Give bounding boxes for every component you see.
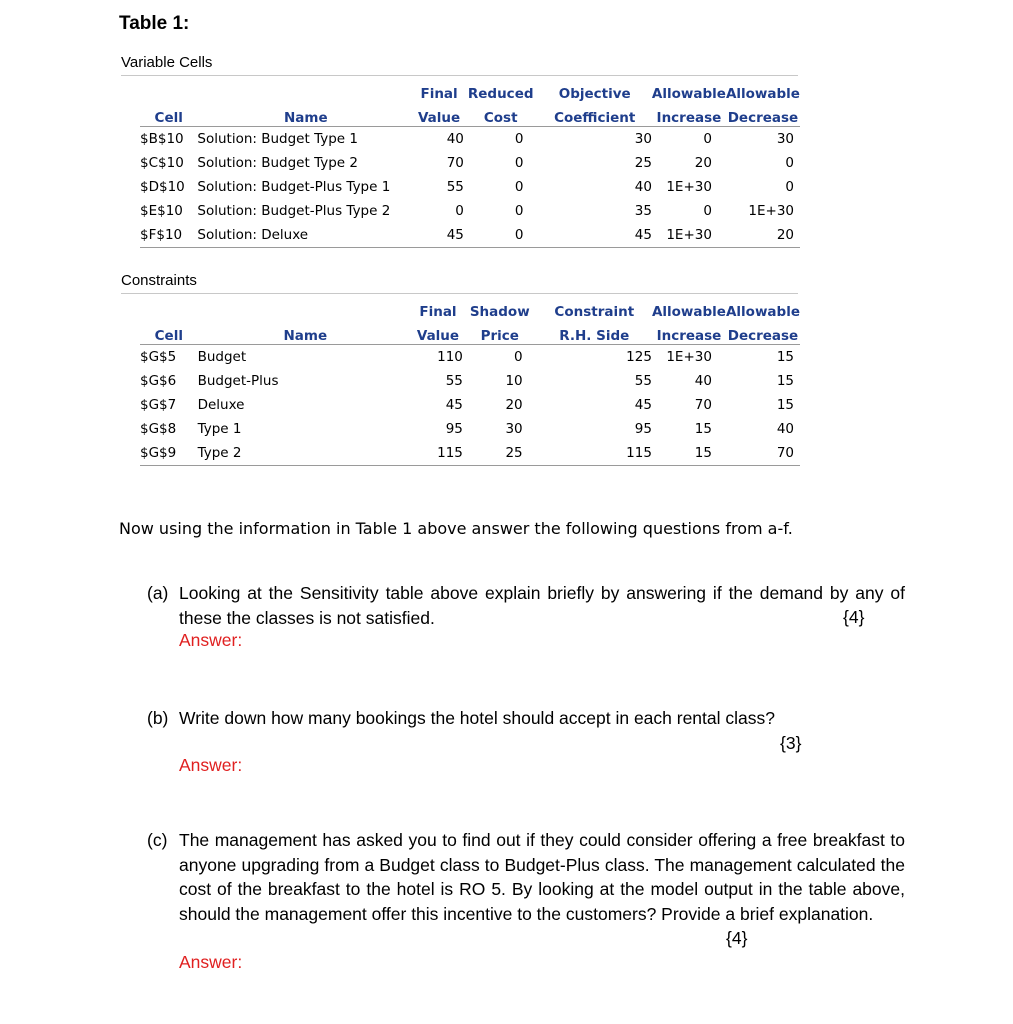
allowable-decrease: 15	[776, 373, 794, 389]
objective-coefficient: 45	[538, 223, 652, 248]
cell-name: Solution: Deluxe	[197, 223, 414, 248]
allowable-decrease: 70	[726, 441, 800, 466]
final-value: 0	[455, 203, 464, 219]
cell-name: Deluxe	[197, 397, 245, 413]
answer-label: Answer:	[179, 755, 243, 775]
c-header-value: Value	[413, 320, 463, 345]
table-row	[140, 127, 800, 152]
variable-cells-label: Variable Cells	[121, 54, 213, 71]
vc-header-name: Name	[197, 102, 414, 127]
final-value: 115	[413, 441, 463, 466]
c-header-top: Allowable	[651, 304, 726, 320]
shadow-price: 20	[505, 397, 523, 413]
cell-ref: $D$10	[140, 179, 185, 195]
vc-header-cell: Cell	[140, 102, 197, 127]
final-value: 45	[414, 223, 464, 248]
final-value: 95	[445, 421, 463, 437]
variable-cells-table	[140, 78, 800, 248]
table-row	[140, 393, 800, 417]
objective-coefficient: 35	[634, 203, 652, 219]
question-text: The management has asked you to find out if they could consider offering a free breakfast to anyone upgrading from a Budget class to Budget-Plus class. The management calculated the cost of the breakfast to the hotel is RO 5. By looking at the model output in the table above, should the management offer this incentive to the customers? Provide a brief explanation.	[179, 830, 905, 924]
vc-header-top	[140, 78, 197, 102]
vc-header-top: Final	[420, 86, 458, 102]
allowable-decrease: 15	[776, 349, 794, 365]
reduced-cost: 0	[464, 223, 538, 248]
allowable-decrease: 20	[726, 223, 800, 248]
allowable-decrease: 15	[776, 397, 794, 413]
table-row	[140, 151, 800, 175]
final-value: 70	[446, 155, 464, 171]
c-header-cell: Cell	[140, 320, 198, 345]
allowable-increase: 20	[694, 155, 712, 171]
allowable-increase: 0	[703, 131, 712, 147]
vc-header-top: Objective	[558, 86, 631, 102]
constraint-rhs: 45	[634, 397, 652, 413]
table-row	[140, 417, 800, 441]
allowable-increase: 1E+30	[652, 223, 726, 248]
cell-name: Budget	[197, 349, 247, 365]
question-label: (a)	[147, 583, 169, 603]
allowable-decrease: 1E+30	[748, 203, 794, 219]
vc-header-top: Allowable	[725, 86, 800, 102]
question-text: Write down how many bookings the hotel should accept in each rental class?	[179, 708, 775, 728]
c-header-top	[140, 296, 198, 320]
cell-name: Type 2	[198, 441, 413, 466]
c-header-top: Shadow	[469, 304, 530, 320]
question-a	[147, 581, 905, 630]
final-value: 55	[445, 373, 463, 389]
allowable-increase: 15	[652, 441, 726, 466]
vc-header-increase: Increase	[652, 102, 726, 127]
objective-coefficient: 25	[634, 155, 652, 171]
cell-name: Solution: Budget Type 1	[197, 131, 358, 147]
cell-ref: $G$7	[140, 397, 177, 413]
cell-ref: $G$5	[140, 349, 177, 365]
answer-label: Answer:	[179, 952, 243, 972]
final-value: 40	[446, 131, 464, 147]
final-value: 45	[445, 397, 463, 413]
reduced-cost: 0	[514, 203, 524, 219]
reduced-cost: 0	[514, 131, 524, 147]
c-header-top: Constraint	[554, 304, 635, 320]
table-row	[140, 199, 800, 223]
allowable-increase: 1E+30	[666, 179, 712, 195]
allowable-decrease: 0	[785, 155, 794, 171]
shadow-price: 10	[505, 373, 523, 389]
cell-name: Budget-Plus	[197, 373, 279, 389]
constraint-rhs: 55	[634, 373, 652, 389]
allowable-increase: 1E+30	[666, 349, 712, 365]
table-title: Table 1:	[119, 13, 190, 34]
c-header-top	[198, 296, 413, 320]
cell-name: Solution: Budget-Plus Type 2	[197, 203, 391, 219]
final-value: 110	[437, 349, 463, 365]
allowable-increase: 40	[694, 373, 712, 389]
vc-header-coefficient: Coefficient	[538, 102, 652, 127]
cell-ref: $G$9	[140, 441, 198, 466]
cell-ref: $B$10	[140, 131, 184, 147]
objective-coefficient: 40	[634, 179, 652, 195]
c-header-name: Name	[198, 320, 413, 345]
allowable-decrease: 40	[776, 421, 794, 437]
objective-coefficient: 30	[634, 131, 652, 147]
cell-ref: $G$6	[140, 373, 177, 389]
allowable-increase: 70	[694, 397, 712, 413]
c-header-price: Price	[463, 320, 537, 345]
constraint-rhs: 95	[634, 421, 652, 437]
marks: {4}	[720, 926, 747, 951]
allowable-decrease: 30	[776, 131, 794, 147]
vc-header-cost: Cost	[464, 102, 538, 127]
c-header-rhs: R.H. Side	[537, 320, 652, 345]
vc-header-top: Reduced	[467, 86, 534, 102]
answer-label: Answer:	[179, 630, 243, 650]
cell-ref: $E$10	[140, 203, 183, 219]
constraint-rhs: 115	[537, 441, 652, 466]
c-header-top: Final	[419, 304, 457, 320]
allowable-increase: 0	[703, 203, 712, 219]
cell-name: Solution: Budget-Plus Type 1	[197, 179, 391, 195]
constraints-label: Constraints	[121, 272, 197, 289]
instructions-text: Now using the information in Table 1 above answer the following questions from a-f.	[119, 519, 793, 538]
vc-header-top: Allowable	[651, 86, 726, 102]
c-header-increase: Increase	[652, 320, 726, 345]
final-value: 55	[446, 179, 464, 195]
constraints-table	[140, 296, 800, 466]
reduced-cost: 0	[514, 179, 524, 195]
marks: {4}	[843, 607, 865, 627]
shadow-price: 0	[514, 349, 523, 365]
question-c	[147, 828, 905, 926]
constraint-rhs: 125	[626, 349, 652, 365]
vc-header-top	[197, 78, 414, 102]
marks: {3}	[780, 733, 802, 753]
allowable-increase: 15	[694, 421, 712, 437]
table-row	[140, 369, 800, 393]
question-text: Looking at the Sensitivity table above explain briefly by answering if the demand by any of these the classes is not satisfied.	[179, 583, 905, 628]
table-row	[140, 345, 800, 370]
table-row	[140, 223, 800, 248]
cell-ref: $F$10	[140, 223, 197, 248]
cell-ref: $G$8	[140, 421, 177, 437]
vc-header-decrease: Decrease	[726, 102, 800, 127]
question-label: (c)	[147, 830, 168, 850]
table-row	[140, 441, 800, 466]
cell-name: Type 1	[197, 421, 242, 437]
allowable-decrease: 0	[785, 179, 794, 195]
shadow-price: 30	[505, 421, 523, 437]
reduced-cost: 0	[514, 155, 524, 171]
question-b	[147, 706, 905, 731]
shadow-price: 25	[463, 441, 537, 466]
table-row	[140, 175, 800, 199]
c-header-top: Allowable	[725, 304, 800, 320]
c-header-decrease: Decrease	[726, 320, 800, 345]
cell-name: Solution: Budget Type 2	[197, 155, 358, 171]
cell-ref: $C$10	[140, 155, 184, 171]
variable-cells-rule	[121, 75, 798, 76]
vc-header-value: Value	[414, 102, 464, 127]
constraints-rule	[121, 293, 798, 294]
question-label: (b)	[147, 708, 169, 728]
